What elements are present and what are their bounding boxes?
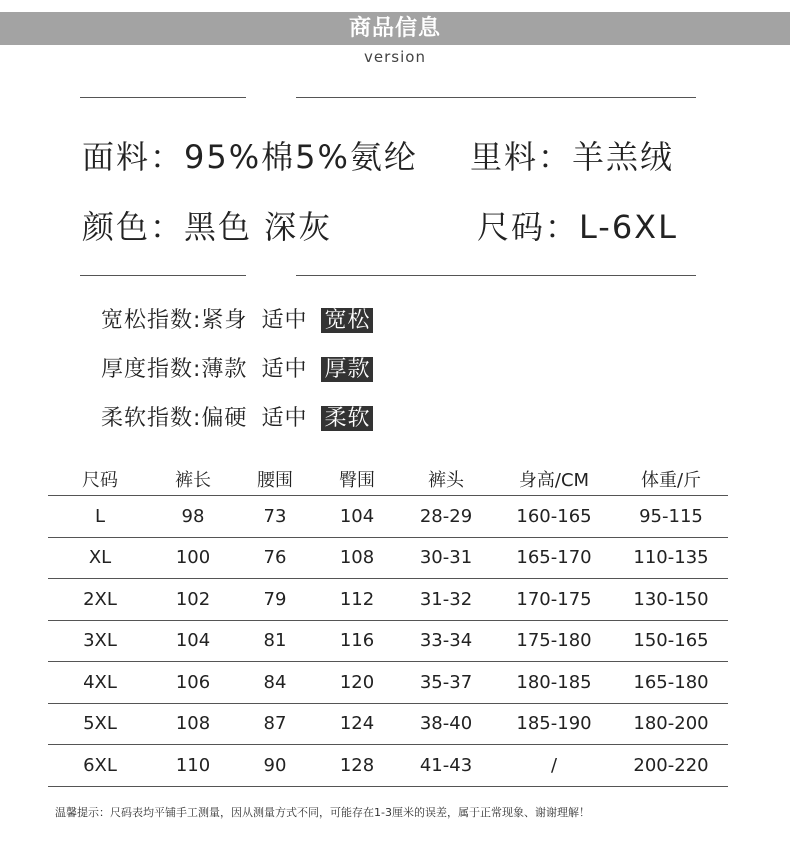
table-cell: 3XL <box>83 630 117 652</box>
table-cell: 108 <box>175 713 211 735</box>
table-row <box>48 662 728 704</box>
column-header: 尺码 <box>82 469 118 491</box>
table-cell: 6XL <box>83 754 117 776</box>
index-label: 宽松指数: <box>101 308 202 333</box>
index-option-selected: 宽松 <box>321 308 373 333</box>
index-option: 薄款 <box>201 357 248 382</box>
page-title: 商品信息 <box>348 16 441 41</box>
page-subtitle: version <box>364 48 426 66</box>
table-cell: 106 <box>175 671 211 693</box>
table-cell: 160-165 <box>516 505 592 527</box>
footnote: 温馨提示：尺码表均平铺手工测量，因从测量方式不同，可能存在1-3厘米的误差，属于正常现象、谢谢理解！ <box>55 806 590 819</box>
index-row-softness <box>101 404 373 434</box>
table-cell: 124 <box>339 713 375 735</box>
table-cell: 165-180 <box>633 671 709 693</box>
table-cell: 90 <box>263 754 287 776</box>
column-header: 裤头 <box>428 469 464 491</box>
index-option-selected: 厚款 <box>321 357 373 382</box>
table-cell: 4XL <box>83 671 117 693</box>
table-cell: 98 <box>181 505 205 527</box>
table-cell: 41-43 <box>419 754 473 776</box>
table-cell: 30-31 <box>419 547 473 569</box>
index-option: 适中 <box>261 357 308 382</box>
table-cell: 165-170 <box>516 547 592 569</box>
spec-lining: 里料：羊羔绒 <box>470 138 675 176</box>
header-bar <box>0 12 790 45</box>
spec-size: 尺码：L-6XL <box>477 208 678 246</box>
table-cell: 104 <box>339 505 375 527</box>
table-cell: 73 <box>263 505 287 527</box>
table-cell: XL <box>88 547 112 569</box>
table-cell: 104 <box>175 630 211 652</box>
table-cell: 150-165 <box>633 630 709 652</box>
table-row <box>48 579 728 621</box>
divider <box>296 97 696 98</box>
index-option: 适中 <box>261 406 308 431</box>
table-cell: / <box>550 754 558 776</box>
index-label: 厚度指数: <box>101 357 202 382</box>
table-cell: 28-29 <box>419 505 473 527</box>
table-row <box>48 745 728 787</box>
table-cell: 110-135 <box>633 547 709 569</box>
table-cell: 76 <box>263 547 287 569</box>
table-cell: 200-220 <box>633 754 709 776</box>
spec-fabric: 面料：95%棉5%氨纶 <box>82 138 418 176</box>
table-row <box>48 538 728 580</box>
column-header: 身高/CM <box>518 469 590 491</box>
table-cell: 116 <box>339 630 375 652</box>
divider <box>80 97 246 98</box>
table-cell: 100 <box>175 547 211 569</box>
column-header: 臀围 <box>339 469 375 491</box>
table-cell: 175-180 <box>516 630 592 652</box>
column-header: 体重/斤 <box>640 469 702 491</box>
index-row-fit <box>101 306 373 336</box>
table-row <box>48 621 728 663</box>
spec-color: 颜色：黑色 深灰 <box>82 208 333 246</box>
table-cell: 38-40 <box>419 713 473 735</box>
table-cell: 110 <box>175 754 211 776</box>
table-row <box>48 704 728 746</box>
table-cell: 2XL <box>83 588 117 610</box>
index-label: 柔软指数: <box>101 406 202 431</box>
table-cell: 87 <box>263 713 287 735</box>
size-table <box>48 462 728 787</box>
index-option-selected: 柔软 <box>321 406 373 431</box>
table-cell: 108 <box>339 547 375 569</box>
table-cell: 33-34 <box>419 630 473 652</box>
table-row <box>48 496 728 538</box>
table-cell: 35-37 <box>419 671 473 693</box>
table-cell: 120 <box>339 671 375 693</box>
table-cell: 81 <box>263 630 287 652</box>
index-option: 偏硬 <box>201 406 248 431</box>
table-cell: 79 <box>263 588 287 610</box>
divider <box>296 275 696 276</box>
table-cell: 102 <box>175 588 211 610</box>
index-row-thickness <box>101 355 373 385</box>
table-cell: 31-32 <box>419 588 473 610</box>
table-cell: 128 <box>339 754 375 776</box>
table-cell: 170-175 <box>516 588 592 610</box>
column-header: 裤长 <box>175 469 211 491</box>
table-cell: 180-185 <box>516 671 592 693</box>
table-cell: 95-115 <box>639 505 703 527</box>
divider <box>80 275 246 276</box>
table-cell: 185-190 <box>516 713 592 735</box>
index-option: 紧身 <box>201 308 248 333</box>
table-cell: 130-150 <box>633 588 709 610</box>
table-cell: 5XL <box>83 713 117 735</box>
table-cell: 180-200 <box>633 713 709 735</box>
table-header-row <box>48 462 728 496</box>
table-cell: 112 <box>339 588 375 610</box>
column-header: 腰围 <box>257 469 293 491</box>
table-cell: L <box>94 505 106 527</box>
table-cell: 84 <box>263 671 287 693</box>
index-option: 适中 <box>261 308 308 333</box>
